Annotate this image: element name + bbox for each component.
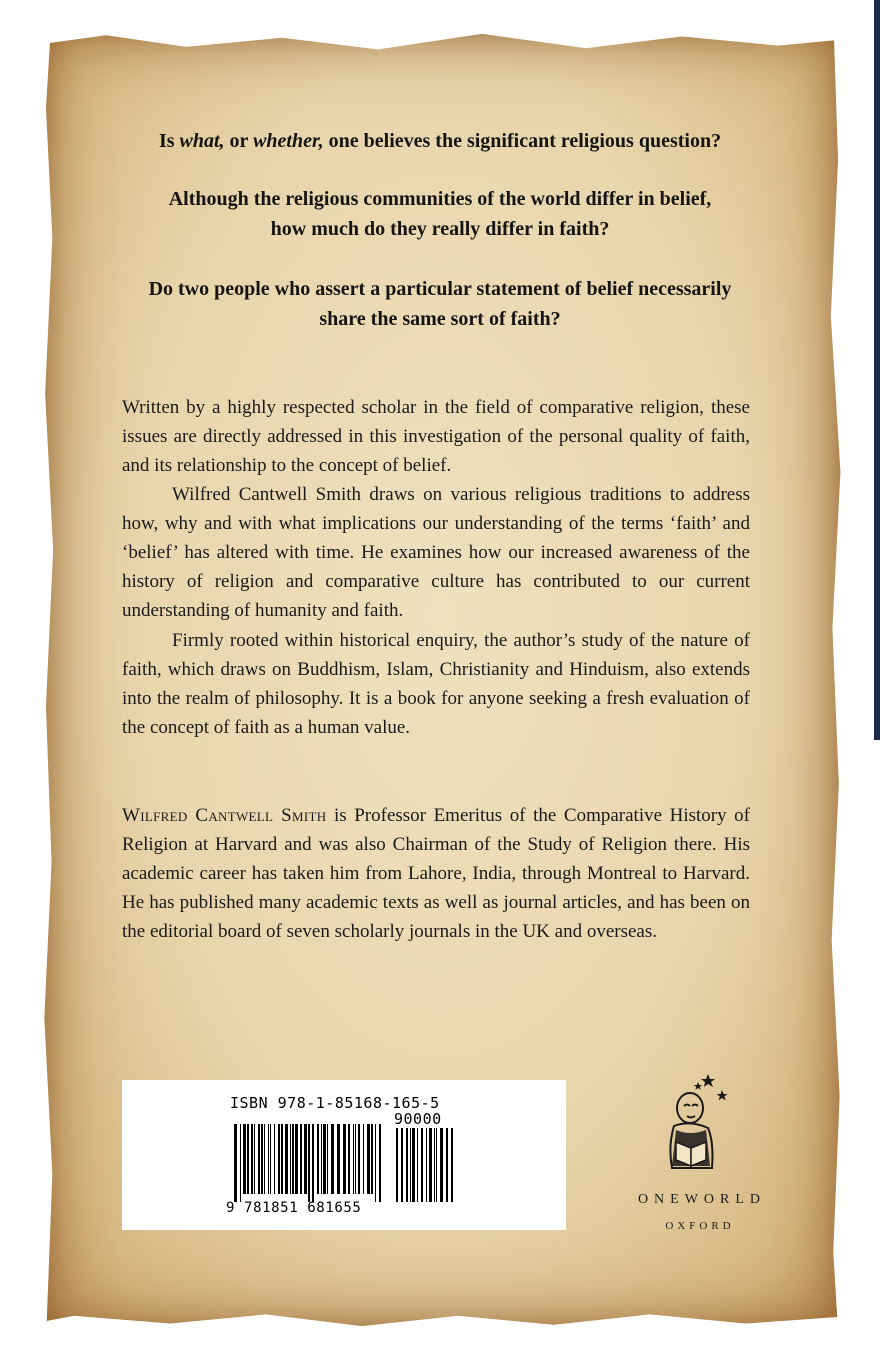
barcode-bar bbox=[343, 1124, 346, 1194]
barcode-bar bbox=[240, 1124, 241, 1202]
barcode-bar bbox=[367, 1124, 370, 1194]
addon-barcode bbox=[396, 1128, 456, 1202]
barcode-bar bbox=[278, 1124, 280, 1194]
barcode-bar bbox=[317, 1124, 319, 1194]
barcode-bar bbox=[436, 1128, 437, 1202]
barcode-bar bbox=[396, 1128, 398, 1202]
author-bio: Wilfred Cantwell Smith is Professor Emeritus of the Comparative History of Religion at Harvard and was also Chairman of the Study of Religion there. His academic career has taken him from Lahore, India, through Montreal to Harvard. He has published many academic texts as well as journal articles, and has been on the editorial board of seven scholarly journals in the UK and overseas. bbox=[122, 805, 750, 942]
barcode-bar bbox=[406, 1128, 408, 1202]
barcode-bar bbox=[270, 1124, 271, 1194]
barcode-bar bbox=[337, 1124, 340, 1194]
barcode-bar bbox=[300, 1124, 302, 1194]
barcode-bar bbox=[258, 1124, 260, 1194]
barcode-bar bbox=[348, 1124, 350, 1194]
barcode-bar bbox=[261, 1124, 263, 1194]
author-name: Wilfred Cantwell Smith bbox=[122, 805, 327, 826]
barcode-bar bbox=[234, 1124, 237, 1202]
barcode-bar bbox=[268, 1124, 269, 1194]
question-3: Do two people who assert a particular statement of belief necessarily share the same sort of faith? bbox=[148, 278, 732, 330]
barcode-bar bbox=[243, 1124, 246, 1194]
barcode-panel bbox=[122, 1080, 566, 1230]
barcode-bar bbox=[254, 1124, 255, 1194]
barcode-bar bbox=[410, 1128, 411, 1202]
barcode-bar bbox=[375, 1124, 376, 1202]
barcode-bar bbox=[421, 1128, 423, 1202]
price-code: 90000 bbox=[394, 1110, 442, 1128]
description-paragraph-3: Firmly rooted within historical enquiry, the author’s study of the nature of faith, which draws on Buddhism, Islam, Christianity and Hinduism, also extends into the realm of philosophy. It is a book for anyone seeking a fresh evaluation of the concept of faith as a human value. bbox=[122, 630, 750, 738]
barcode-bar bbox=[429, 1128, 432, 1202]
barcode-bar bbox=[295, 1124, 298, 1194]
question-1: Is what, or whether, one believes the significant religious question? bbox=[158, 130, 722, 152]
barcode-bar bbox=[363, 1124, 364, 1194]
barcode-bar bbox=[312, 1124, 314, 1202]
oneworld-logo bbox=[660, 1068, 750, 1188]
barcode-bar bbox=[434, 1128, 435, 1202]
barcode-bar bbox=[417, 1128, 418, 1202]
publisher-city: OXFORD bbox=[665, 1220, 735, 1232]
barcode-bar bbox=[247, 1124, 249, 1194]
description-paragraph-2: Wilfred Cantwell Smith draws on various religious traditions to address how, why and with what implications our understanding of the terms ‘faith’ and ‘belief’ has altered with time. He examines how our increased awareness of the history of religion and comparative culture has contributed to our current understanding of humanity and faith. bbox=[122, 484, 750, 621]
barcode-bar bbox=[379, 1124, 381, 1202]
barcode-bar bbox=[426, 1128, 427, 1202]
reading-figure-icon bbox=[660, 1068, 750, 1188]
ean-barcode bbox=[234, 1124, 390, 1202]
barcode-bar bbox=[304, 1124, 307, 1194]
barcode-bar bbox=[321, 1124, 322, 1194]
barcode-bar bbox=[251, 1124, 253, 1194]
barcode-bar bbox=[308, 1124, 310, 1202]
barcode-bar bbox=[292, 1124, 294, 1194]
barcode-bar bbox=[371, 1124, 373, 1194]
barcode-bar bbox=[285, 1124, 288, 1194]
barcode-bar bbox=[401, 1128, 403, 1202]
barcode-bar bbox=[412, 1128, 415, 1202]
isbn-label: ISBN 978-1-85168-165-5 bbox=[230, 1094, 440, 1112]
barcode-bar bbox=[290, 1124, 291, 1194]
barcode-bar bbox=[451, 1128, 453, 1202]
edge-rule bbox=[874, 0, 880, 740]
barcode-bar bbox=[358, 1124, 360, 1194]
barcode-bar bbox=[274, 1124, 275, 1194]
barcode-bar bbox=[323, 1124, 326, 1194]
barcode-bar bbox=[353, 1124, 354, 1194]
barcode-bar bbox=[355, 1124, 356, 1194]
barcode-bar bbox=[446, 1128, 448, 1202]
barcode-bar bbox=[264, 1124, 265, 1194]
barcode-bar bbox=[440, 1128, 443, 1202]
barcode-bar bbox=[331, 1124, 334, 1194]
barcode-bar bbox=[281, 1124, 283, 1194]
barcode-bar bbox=[327, 1124, 328, 1194]
ean-digits: 9 781851 681655 bbox=[226, 1200, 362, 1216]
publisher-name: ONEWORLD bbox=[637, 1192, 767, 1207]
question-2: Although the religious communities of the world differ in belief, how much do they really differ in faith? bbox=[168, 188, 712, 240]
description-paragraph-1: Written by a highly respected scholar in the field of comparative religion, these issues are directly addressed in this investigation of the personal quality of faith, and its relationship to the concept of belief. bbox=[122, 397, 750, 476]
